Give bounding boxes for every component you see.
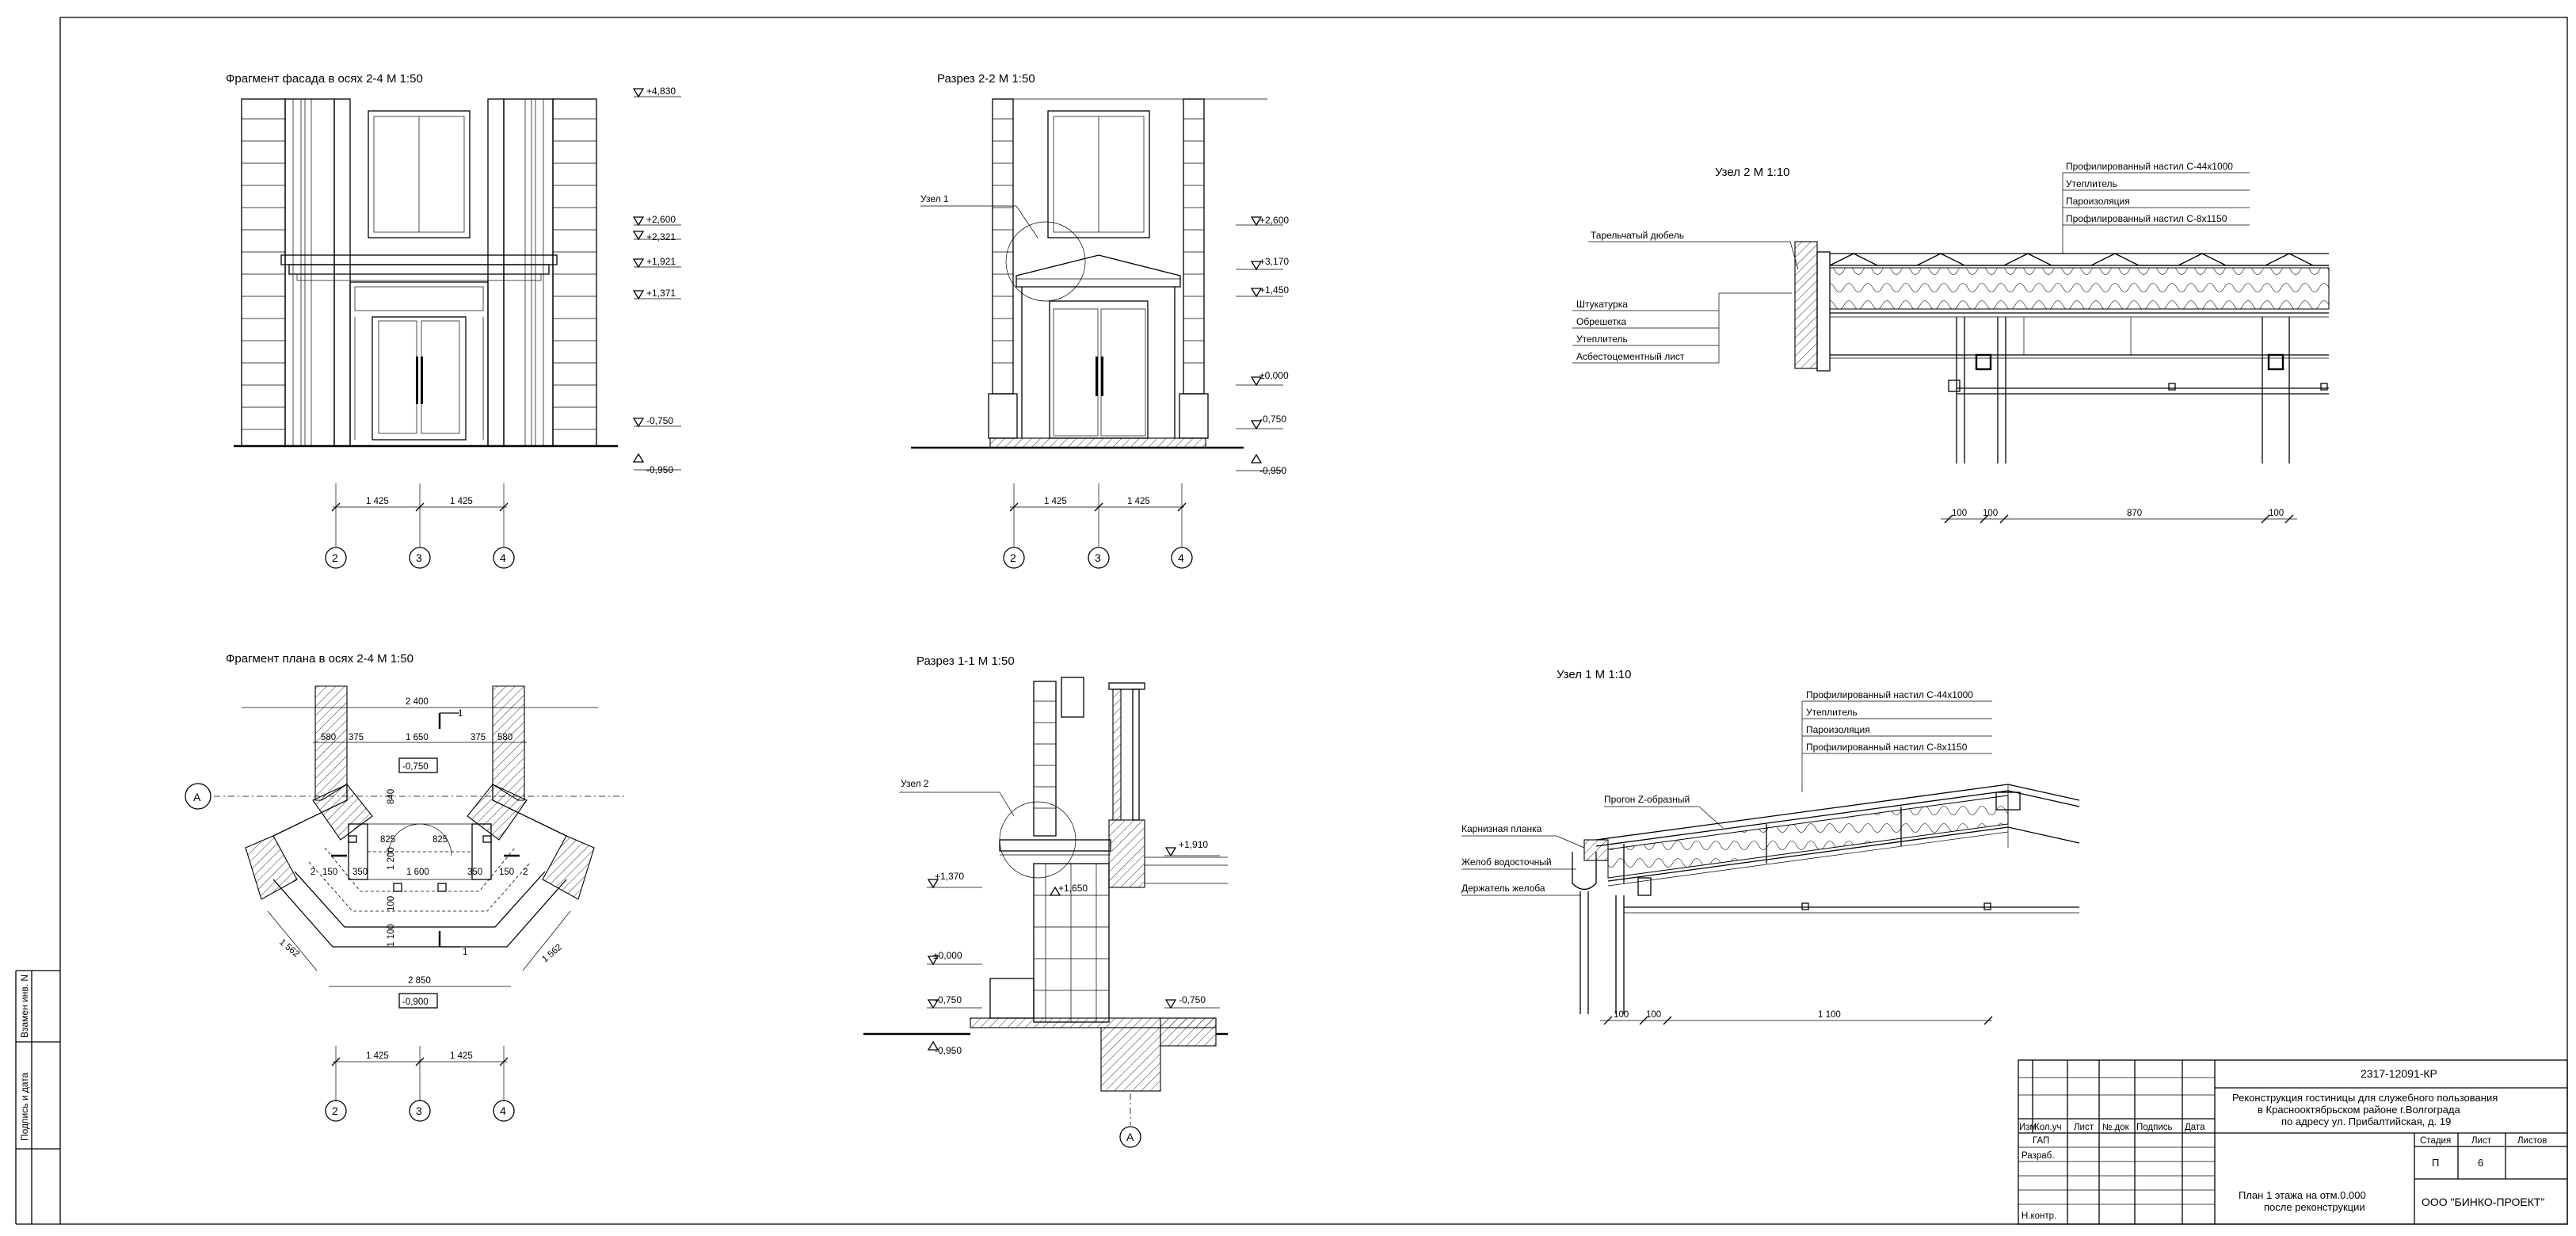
tb-header-list: Лист bbox=[2074, 1123, 2094, 1132]
plan-title: Фрагмент плана в осях 2-4 М 1:50 bbox=[226, 652, 414, 666]
tb-role-gap: ГАП bbox=[2033, 1136, 2050, 1146]
section11-level-2: +1,370 bbox=[935, 871, 965, 882]
node1-dim-1: 100 bbox=[1614, 1010, 1629, 1020]
plan-axis-4: 4 bbox=[500, 1104, 506, 1117]
plan-axis-2: 2 bbox=[332, 1104, 338, 1117]
facade-level-7: -0,950 bbox=[646, 464, 674, 475]
node2-left-label-5: Асбестоцементный лист bbox=[1576, 351, 1685, 362]
node1-label-1: Профилированный настил С-44х1000 bbox=[1806, 689, 1973, 700]
section11-level-6: -0,750 bbox=[1179, 994, 1206, 1005]
facade-axis-2: 2 bbox=[332, 551, 338, 564]
facade-view bbox=[226, 72, 681, 568]
tb-drawing-title-2: после реконструкции bbox=[2264, 1201, 2365, 1213]
plan-view bbox=[185, 652, 626, 1121]
plan-cut-1-top: 1 bbox=[458, 709, 463, 719]
plan-dim-2400: 2 400 bbox=[406, 697, 429, 707]
node2-title: Узел 2 М 1:10 bbox=[1715, 166, 1790, 179]
tb-header-ndok: №.док bbox=[2102, 1123, 2129, 1132]
plan-dim-2850: 2 850 bbox=[408, 976, 431, 986]
facade-level-3: +2,321 bbox=[646, 231, 676, 242]
node2-dim-1: 100 bbox=[1952, 509, 1968, 518]
facade-level-1: +4,830 bbox=[646, 86, 676, 97]
section22-node1-ref: Узел 1 bbox=[920, 193, 949, 204]
plan-dim-1562-r: 1 562 bbox=[540, 942, 564, 965]
plan-dim-2-l: 2 bbox=[311, 868, 316, 877]
facade-axis-3: 3 bbox=[416, 551, 422, 564]
node1-left-label-4: Держатель желоба bbox=[1461, 883, 1545, 894]
plan-dim-840: 840 bbox=[387, 788, 396, 804]
tb-role-nkontr: Н.контр. bbox=[2022, 1211, 2057, 1221]
plan-dim-1600: 1 600 bbox=[406, 868, 429, 877]
section-1-1 bbox=[863, 654, 1228, 1147]
stamp-sign: Подпись и дата bbox=[19, 1072, 30, 1141]
node2-label-4: Профилированный настил С-8х1150 bbox=[2066, 213, 2227, 224]
facade-dim-2: 1 425 bbox=[450, 497, 473, 506]
tb-header-koluch: Кол.уч bbox=[2034, 1123, 2062, 1132]
section22-level-3: +1,450 bbox=[1259, 284, 1290, 296]
plan-dim-1425-b: 1 425 bbox=[450, 1051, 473, 1061]
plan-dim-825-b: 825 bbox=[380, 835, 396, 845]
plan-axis-3: 3 bbox=[416, 1104, 422, 1117]
tb-project-1: Реконструкция гостиницы для служебного пользования bbox=[2232, 1092, 2498, 1104]
section22-level-2: +3,170 bbox=[1259, 256, 1290, 267]
node1-left-label-3: Желоб водосточный bbox=[1461, 856, 1552, 868]
section22-dim-1: 1 425 bbox=[1044, 497, 1067, 506]
section22-axis-2: 2 bbox=[1010, 551, 1016, 564]
tb-stage: П bbox=[2432, 1157, 2440, 1169]
facade-level-2: +2,600 bbox=[646, 214, 676, 225]
plan-cut-1-bot: 1 bbox=[463, 948, 468, 957]
tb-sheet-header: Лист bbox=[2471, 1136, 2491, 1146]
facade-level-4: +1,921 bbox=[646, 256, 676, 267]
node2-left-label-2: Штукатурка bbox=[1576, 299, 1628, 310]
stamp-replace: Взамен инв. N bbox=[19, 974, 30, 1038]
node2-dim-4: 100 bbox=[2269, 509, 2284, 518]
tb-role-razrab: Разраб. bbox=[2022, 1151, 2055, 1161]
sheet-frame bbox=[60, 17, 2567, 1224]
plan-dim-375-r: 375 bbox=[471, 733, 486, 742]
plan-dim-150-r: 150 bbox=[499, 868, 515, 877]
section22-dim-2: 1 425 bbox=[1127, 497, 1150, 506]
tb-project-2: в Краснооктябрьском районе г.Волгограда bbox=[2258, 1104, 2460, 1116]
tb-drawing-title-1: План 1 этажа на отм.0.000 bbox=[2239, 1189, 2366, 1201]
section11-node2-ref: Узел 2 bbox=[901, 778, 929, 789]
node-2-detail bbox=[1572, 161, 2329, 523]
tb-company: ООО "БИНКО-ПРОЕКТ" bbox=[2422, 1196, 2545, 1208]
section11-axis-A: A bbox=[1126, 1131, 1134, 1143]
plan-dim-1562-l: 1 562 bbox=[277, 937, 301, 959]
tb-header-date: Дата bbox=[2185, 1123, 2205, 1132]
plan-dim-350-r: 350 bbox=[467, 868, 483, 877]
plan-axis-A: A bbox=[193, 791, 201, 803]
section11-title: Разрез 1-1 М 1:50 bbox=[916, 654, 1015, 668]
facade-title: Фрагмент фасада в осях 2-4 М 1:50 bbox=[226, 72, 423, 86]
plan-dim-150-l: 150 bbox=[322, 868, 338, 877]
facade-axis-4: 4 bbox=[500, 551, 506, 564]
plan-level-bottom: -0,900 bbox=[402, 998, 429, 1007]
node2-dim-3: 870 bbox=[2127, 509, 2143, 518]
node1-title: Узел 1 М 1:10 bbox=[1557, 668, 1632, 681]
node2-label-2: Утеплитель bbox=[2066, 178, 2117, 189]
tb-sheets-header: Листов bbox=[2517, 1136, 2547, 1146]
section22-title: Разрез 2-2 М 1:50 bbox=[937, 72, 1035, 86]
tb-header-izm: Изм bbox=[2019, 1123, 2037, 1132]
node2-dim-2: 100 bbox=[1983, 509, 1999, 518]
node1-dim-2: 100 bbox=[1646, 1010, 1662, 1020]
node2-label-3: Пароизоляция bbox=[2066, 196, 2130, 207]
node-1-detail bbox=[1461, 668, 2079, 1024]
section22-axis-3: 3 bbox=[1095, 551, 1101, 564]
tb-code: 2317-12091-КР bbox=[2361, 1067, 2437, 1080]
section22-axis-4: 4 bbox=[1178, 551, 1184, 564]
plan-dim-1200: 1 200 bbox=[387, 847, 396, 870]
section22-level-1: +2,600 bbox=[1259, 215, 1290, 226]
node1-dim-3: 1 100 bbox=[1818, 1010, 1841, 1020]
plan-dim-350-l: 350 bbox=[352, 868, 368, 877]
plan-dim-375-l: 375 bbox=[349, 733, 364, 742]
plan-dim-825-a: 825 bbox=[433, 835, 448, 845]
node1-left-label-2: Карнизная планка bbox=[1461, 823, 1542, 834]
section11-level-4: ±0,000 bbox=[933, 950, 962, 961]
facade-level-5: +1,371 bbox=[646, 288, 676, 299]
section22-level-5: -0,750 bbox=[1259, 414, 1287, 425]
plan-dim-1100: 1 100 bbox=[387, 924, 396, 947]
facade-dim-1: 1 425 bbox=[366, 497, 389, 506]
section11-level-7: -0,950 bbox=[935, 1045, 962, 1056]
section-2-2 bbox=[911, 72, 1289, 568]
plan-level-top: -0,750 bbox=[402, 762, 429, 772]
section11-level-3: +1,650 bbox=[1058, 883, 1088, 894]
node1-label-2: Утеплитель bbox=[1806, 707, 1858, 718]
node1-left-label-1: Прогон Z-образный bbox=[1604, 794, 1690, 805]
section22-level-6: -0,950 bbox=[1259, 465, 1287, 476]
plan-dim-1425-a: 1 425 bbox=[366, 1051, 389, 1061]
tb-project-3: по адресу ул. Прибалтийская, д. 19 bbox=[2281, 1116, 2452, 1127]
tb-stage-header: Стадия bbox=[2420, 1136, 2452, 1146]
plan-dim-100: 100 bbox=[387, 895, 396, 911]
node2-label-1: Профилированный настил С-44х1000 bbox=[2066, 161, 2233, 172]
facade-level-6: -0,750 bbox=[646, 415, 674, 426]
title-block bbox=[2018, 1060, 2567, 1224]
plan-dim-1650: 1 650 bbox=[406, 733, 429, 742]
section22-level-4: ±0,000 bbox=[1259, 370, 1289, 381]
section11-level-1: +1,910 bbox=[1179, 839, 1209, 850]
tb-header-sign: Подпись bbox=[2136, 1123, 2173, 1132]
plan-dim-2-r: 2 bbox=[523, 868, 528, 877]
node1-label-4: Профилированный настил С-8х1150 bbox=[1806, 742, 1968, 753]
node2-left-label-3: Обрешетка bbox=[1576, 316, 1627, 327]
tb-sheet: 6 bbox=[2478, 1157, 2484, 1169]
section11-level-5: -0,750 bbox=[935, 994, 962, 1005]
node1-label-3: Пароизоляция bbox=[1806, 724, 1870, 735]
node2-left-label-1: Тарельчатый дюбель bbox=[1591, 230, 1684, 241]
node2-left-label-4: Утеплитель bbox=[1576, 334, 1628, 345]
